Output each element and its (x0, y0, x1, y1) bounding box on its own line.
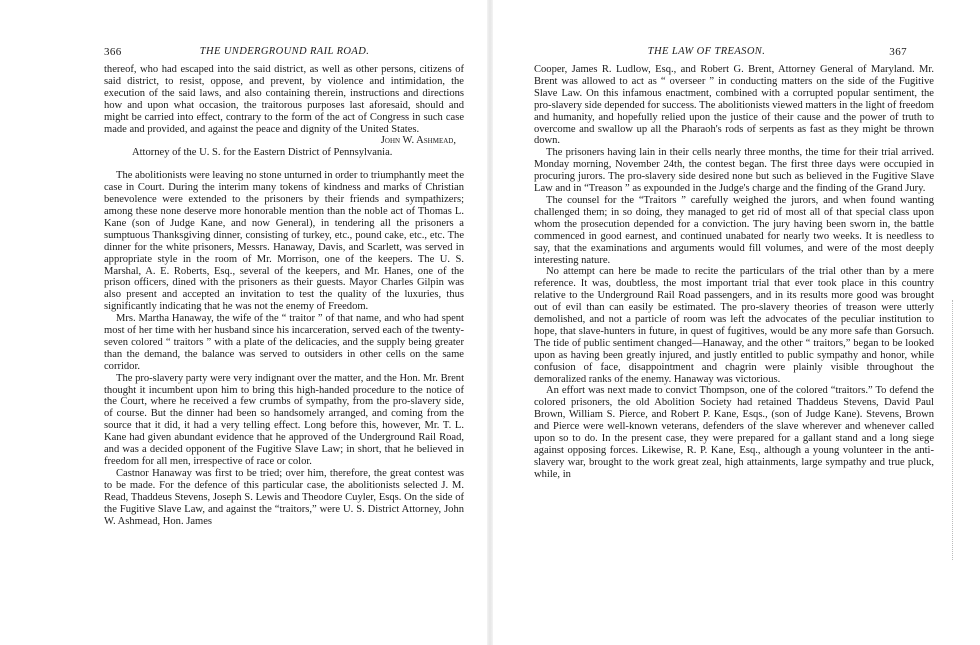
paragraph: Castnor Hanaway was first to be tried; over him, therefore, the great contest was to be made. For the defence of this particular case, the abolitionists selected J. M. Read, Thaddeus Stevens, Joseph S. Lewis and Theodore Cuyler, Esqs. On the side of the Fugitive Slave Law, and against the “traitors,” were U. S. District Attorney, John W. Ashmead, Hon. James (104, 467, 464, 527)
paragraph: Cooper, James R. Ludlow, Esq., and Robert G. Brent, Attorney General of Maryland. Mr. Brent was allowed to act as “ overseer ” in conducting matters on the side of the Fugitive Slave Law. On this infamous enactment, combined with a corrupted popular sentiment, the pro-slavery side depended for success. The abolitionists viewed matters in the light of freedom and humanity, and hopefully relied upon the justice of their cause and the power of truth to overcome and swallow up all the Pharaoh's rods of serpents as fast as they might be thrown down. (534, 64, 934, 147)
left-running-title: THE UNDERGROUND RAIL ROAD. (199, 46, 370, 57)
right-page (490, 0, 980, 645)
right-page-text (534, 64, 934, 481)
left-page-text (104, 64, 464, 527)
paragraph: thereof, who had escaped into the said district, as well as other persons, citizens of said district, to resist, oppose, and prevent, by violence and intimidation, the execution of the said laws, and also containing therein, instructions and directions how and upon what occasion, the traitorous purposes last aforesaid, should and might be carried into effect, contrary to the form of the act of Congress in such case made and provided, and against the peace and dignity of the United States. (104, 64, 464, 135)
paragraph: An effort was next made to convict Thompson, one of the colored “traitors.” To defend the colored prisoners, the old Abolition Society had retained Thaddeus Stevens, David Paul Brown, William S. Pierce, and Robert P. Kane, Esqs., (son of Judge Kane). Stevens, Brown and Pierce were well-known veterans, defenders of the slave wherever and whenever called upon so to do. In the present case, they were prepared for a gallant stand and a long siege against opposing forces. Likewise, R. P. Kane, Esq., although a young volunteer in the anti-slavery war, brought to the work great zeal, high attainments, large sympathy and true pluck, while, in (534, 385, 934, 480)
paragraph: The prisoners having lain in their cells nearly three months, the time for their trial arrived. Monday morning, November 24th, the contest began. The first three days were occupied in procuring jurors. The pro-slavery side desired none but such as believed in the Fugitive Slave Law and in “Treason ” as expounded in the Judge's charge and the finding of the Grand Jury. (534, 147, 934, 195)
paragraph: No attempt can here be made to recite the particulars of the trial other than by a mere reference. It was, doubtless, the most important trial that ever took place in this country relative to the Underground Rail Road passengers, and in its results more good was brought out of evil than can easily be estimated. The pro-slavery theories of treason were utterly demolished, and not a particle of room was left the advocates of the peculiar institution to hope, that slave-hunters in future, in quest of fugitives, would be any more safe than Gorsuch. The tide of public sentiment changed—Hanaway, and the other “ traitors,” began to be looked upon as having been greatly injured, and justly entitled to public sympathy and honor, while confusion of face, disappointment and chagrin were plainly visible throughout the demoralized ranks of the enemy. Hanaway was victorious. (534, 266, 934, 385)
paragraph: The counsel for the “Traitors ” carefully weighed the jurors, and when found wanting challenged them; in so doing, they managed to get rid of most all of that special class upon whom the prosecution depended for a conviction. The jury having been sworn in, the battle commenced in good earnest, and continued unabated for nearly two weeks. It is needless to say, that the examinations and arguments would fill volumes, and were of the most deeply interesting nature. (534, 194, 934, 266)
paragraph: Mrs. Martha Hanaway, the wife of the “ traitor ” of that name, and who had spent most of her time with her husband since his incarceration, served each of the twenty-seven colored “ traitors ” with a plate of the delicacies, and the supply being greater than the demand, the balance was served to outsiders in other cells on the same corridor. (104, 313, 464, 372)
page-edge-marks (952, 300, 955, 560)
paragraph: The pro-slavery party were very indignant over the matter, and the Hon. Mr. Brent thought it incumbent upon him to bring this high-handed procedure to the notice of the Court, where he received a few crumbs of sympathy, from the pro-slavery side, of course. But the dinner had been so handsomely arranged, and coming from the source that it did, it had a very telling effect. Long before this, however, Mr. T. L. Kane had given abundant evidence that he approved of the Underground Rail Road, and was a decided opponent of the Fugitive Slave Law; in short, that he believed in freedom for all men, irrespective of race or color. (104, 372, 464, 467)
right-page-number: 367 (889, 46, 907, 58)
signature-title: Attorney of the U. S. for the Eastern District of Pennsylvania. (132, 147, 393, 159)
left-page-number: 366 (104, 46, 122, 58)
right-running-title: THE LAW OF TREASON. (647, 46, 766, 57)
signature: John W. Ashmead, (380, 135, 456, 147)
paragraph: The abolitionists were leaving no stone unturned in order to triumphantly meet the case in Court. During the interim many tokens of kindness and marks of Christian benevolence were extended to the prisoners by their friends and sympathizers; among these none deserve more honorable mention than the noble act of Thomas L. Kane (son of Judge Kane, and now General), in tendering all the prisoners a sumptuous Thanksgiving dinner, consisting of turkey, etc., pound cake, etc., etc. The dinner for the white prisoners, Messrs. Hanaway, Davis, and Scarlett, was served in appropriate style in the room of Mr. Morrison, one of the keepers. The U. S. Marshal, A. E. Roberts, Esq., several of the keepers, and Mr. Hanes, one of the prison officers, dined with the prisoners as their guests. Mayor Charles Gilpin was also present and accepted an invitation to test the quality of the luxuries, thus significantly indicating that he was not the enemy of Freedom. (104, 170, 464, 313)
